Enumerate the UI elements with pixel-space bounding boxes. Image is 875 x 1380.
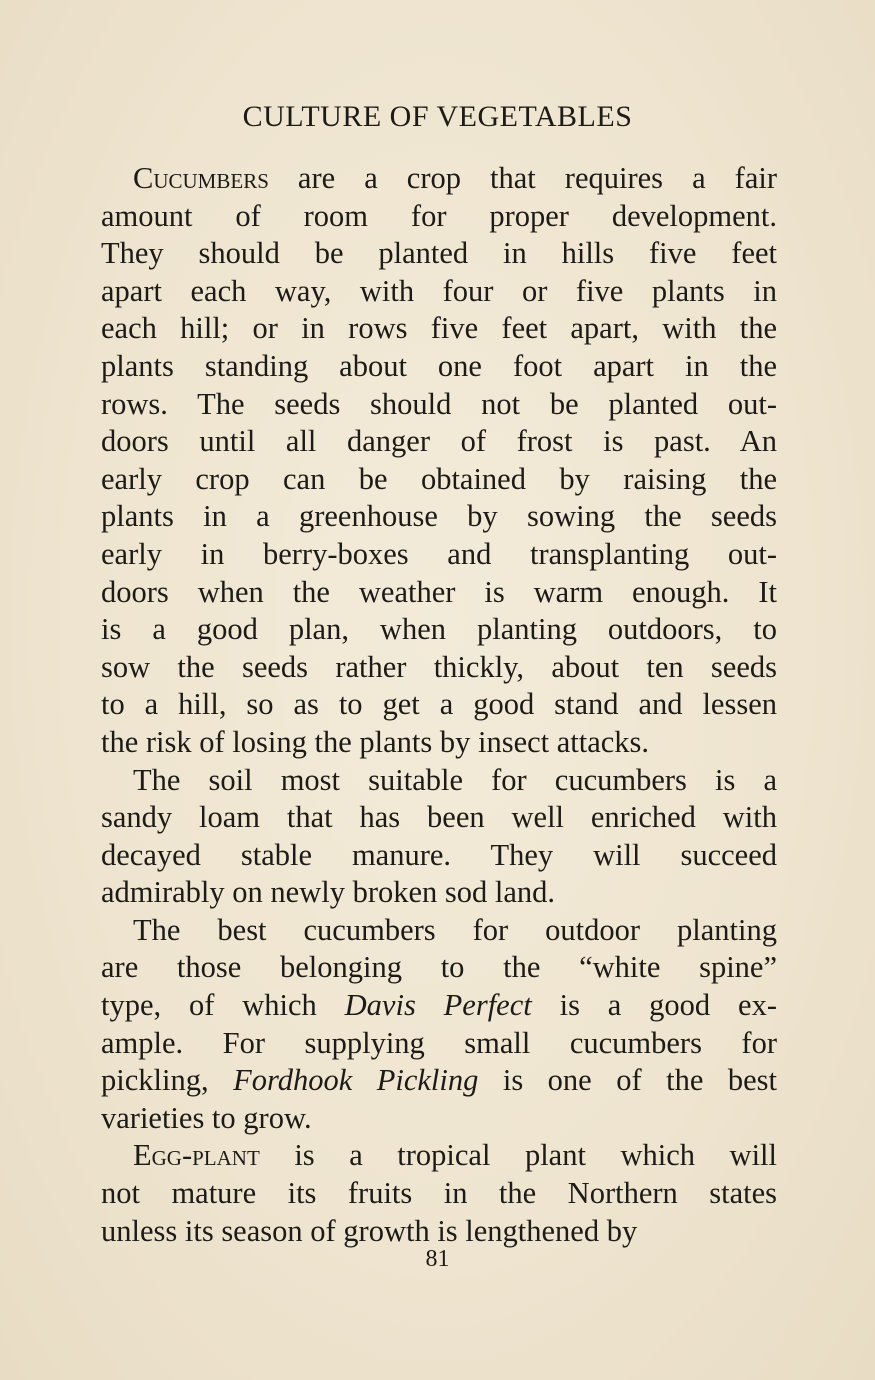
text-segment: plants in a greenhouse by sowing the seeds (101, 499, 777, 534)
text-line (101, 1025, 777, 1063)
text-segment: decayed stable manure. They will succeed (101, 837, 777, 872)
text-line (101, 1213, 777, 1251)
text-line (101, 198, 777, 236)
text-line (101, 611, 777, 649)
text-line (101, 1100, 777, 1138)
text-segment: are those belonging to the “white spine” (101, 950, 777, 985)
text-segment: not mature its fruits in the Northern states (101, 1176, 777, 1211)
text-line (101, 724, 777, 762)
text-line (101, 423, 777, 461)
text-segment: are a crop that requires a fair (268, 161, 777, 195)
text-segment: sandy loam that has been well enriched with (101, 800, 777, 835)
text-line (101, 461, 777, 499)
text-segment: is a tropical plant which will (259, 1138, 777, 1173)
text-segment: apart each way, with four or five plants in (101, 273, 777, 308)
text-segment: The best cucumbers for outdoor planting (133, 912, 777, 947)
text-segment: They should be planted in hills five feet (101, 236, 777, 271)
text-segment: ample. For supplying small cucumbers for (101, 1025, 777, 1060)
text-line (101, 799, 777, 837)
text-segment: doors until all danger of frost is past. An (101, 424, 777, 459)
text-segment: rows. The seeds should not be planted out- (101, 386, 777, 421)
text-line (101, 987, 777, 1025)
text-line (101, 536, 777, 574)
text-line (101, 1062, 777, 1100)
text-line (101, 762, 777, 800)
body-text (101, 160, 777, 1250)
text-line (101, 912, 777, 950)
text-segment: to a hill, so as to get a good stand and lessen (101, 687, 777, 722)
text-line (101, 686, 777, 724)
text-segment: admirably on newly broken sod land. (101, 875, 556, 910)
text-line (101, 874, 777, 912)
text-line (101, 348, 777, 386)
text-line (101, 498, 777, 536)
text-line (101, 273, 777, 311)
text-segment: is a good ex- (531, 988, 777, 1023)
text-segment: type, of which (101, 988, 345, 1023)
text-segment: is one of the best (478, 1063, 777, 1098)
small-caps-lead: Cucumbers (133, 161, 269, 195)
text-segment: is a good plan, when planting outdoors, to (101, 612, 777, 647)
text-segment: varieties to grow. (101, 1100, 312, 1135)
text-line (101, 574, 777, 612)
text-segment: plants standing about one foot apart in the (101, 348, 777, 383)
text-segment: early crop can be obtained by raising the (101, 461, 777, 496)
page-number: 81 (425, 1246, 450, 1272)
italic-variety-name: Fordhook Pickling (233, 1063, 479, 1098)
text-line (101, 649, 777, 687)
text-segment: early in berry-boxes and transplanting out- (101, 536, 777, 571)
text-segment: doors when the weather is warm enough. It (101, 574, 777, 609)
text-line (101, 386, 777, 424)
running-header: CULTURE OF VEGETABLES (242, 100, 633, 133)
text-line (101, 837, 777, 875)
text-segment: each hill; or in rows five feet apart, with the (101, 311, 777, 346)
italic-variety-name: Davis Perfect (344, 988, 532, 1023)
small-caps-lead: Egg-plant (133, 1138, 260, 1173)
text-line (101, 160, 777, 198)
text-line (101, 1137, 777, 1175)
text-segment: amount of room for proper development. (101, 198, 777, 233)
text-segment: The soil most suitable for cucumbers is a (133, 762, 777, 797)
text-segment: sow the seeds rather thickly, about ten seeds (101, 649, 777, 684)
text-line (101, 235, 777, 273)
text-segment: pickling, (101, 1063, 234, 1098)
text-line (101, 949, 777, 987)
text-line (101, 1175, 777, 1213)
text-segment: the risk of losing the plants by insect attacks. (101, 724, 650, 759)
text-segment: unless its season of growth is lengthened by (101, 1213, 638, 1248)
text-line (101, 310, 777, 348)
